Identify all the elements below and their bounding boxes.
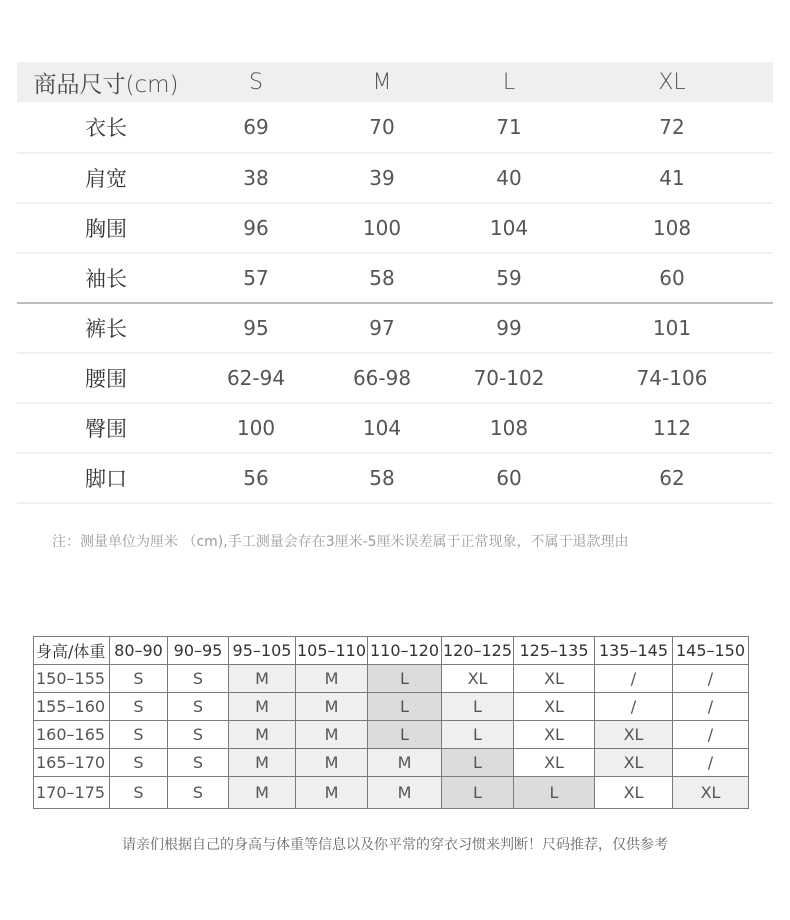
size-cell: XL — [673, 777, 749, 809]
header-cell-size: XL — [571, 62, 773, 102]
measurement-value: 74-106 — [571, 353, 773, 403]
size-cell: S — [168, 777, 229, 809]
size-cell: S — [110, 665, 168, 693]
measurement-value: 108 — [571, 203, 773, 253]
header-cell-weight: 145–150 — [673, 637, 749, 665]
measurement-label: 胸围 — [17, 203, 195, 253]
size-cell: L — [442, 693, 514, 721]
height-range-cell: 170–175 — [34, 777, 110, 809]
recommendation-row — [34, 693, 749, 721]
measurement-value: 40 — [447, 153, 571, 203]
size-cell: M — [229, 749, 296, 777]
size-cell: S — [110, 777, 168, 809]
measurement-value: 38 — [195, 153, 317, 203]
size-cell: S — [110, 721, 168, 749]
measurement-value: 66-98 — [317, 353, 447, 403]
size-cell: M — [229, 777, 296, 809]
measurement-row — [17, 353, 773, 403]
measurement-value: 95 — [195, 303, 317, 353]
measurement-row — [17, 102, 773, 153]
size-cell: M — [296, 777, 368, 809]
header-cell-size: M — [317, 62, 447, 102]
measurement-label: 脚口 — [17, 453, 195, 503]
measurement-label: 衣长 — [17, 102, 195, 153]
size-cell: M — [368, 777, 442, 809]
measurement-value: 60 — [571, 253, 773, 303]
header-cell-weight: 110–120 — [368, 637, 442, 665]
measurement-value: 60 — [447, 453, 571, 503]
measurement-value: 57 — [195, 253, 317, 303]
size-cell: XL — [442, 665, 514, 693]
measurement-row — [17, 153, 773, 203]
size-cell: M — [229, 693, 296, 721]
measurement-value: 104 — [447, 203, 571, 253]
measurement-value: 72 — [571, 102, 773, 153]
measurement-value: 58 — [317, 453, 447, 503]
height-range-cell: 150–155 — [34, 665, 110, 693]
measurement-value: 41 — [571, 153, 773, 203]
measurement-value: 112 — [571, 403, 773, 453]
measurement-value: 100 — [317, 203, 447, 253]
size-cell: XL — [514, 665, 595, 693]
height-range-cell: 160–165 — [34, 721, 110, 749]
size-cell: XL — [514, 721, 595, 749]
size-cell: XL — [514, 749, 595, 777]
measurement-value: 39 — [317, 153, 447, 203]
measurement-row — [17, 253, 773, 303]
size-cell: L — [368, 721, 442, 749]
measurement-value: 69 — [195, 102, 317, 153]
size-cell: M — [296, 693, 368, 721]
header-cell-weight: 120–125 — [442, 637, 514, 665]
size-cell: M — [296, 749, 368, 777]
measurement-value: 71 — [447, 102, 571, 153]
header-cell-weight: 95–105 — [229, 637, 296, 665]
size-cell: L — [368, 693, 442, 721]
measurement-value: 96 — [195, 203, 317, 253]
measurement-row — [17, 203, 773, 253]
size-cell: XL — [595, 749, 673, 777]
size-cell: L — [442, 749, 514, 777]
size-cell: S — [110, 693, 168, 721]
measurement-label: 肩宽 — [17, 153, 195, 203]
measurement-value: 58 — [317, 253, 447, 303]
height-range-cell: 155–160 — [34, 693, 110, 721]
recommendation-row — [34, 665, 749, 693]
measurement-label: 裤长 — [17, 303, 195, 353]
recommendation-row — [34, 777, 749, 809]
recommendation-row — [34, 749, 749, 777]
size-cell: / — [595, 693, 673, 721]
size-cell: M — [296, 721, 368, 749]
size-cell: L — [368, 665, 442, 693]
measurement-row — [17, 403, 773, 453]
size-cell: S — [168, 721, 229, 749]
size-cell: L — [442, 777, 514, 809]
size-cell: XL — [514, 693, 595, 721]
measurement-label: 袖长 — [17, 253, 195, 303]
header-cell-label: 商品尺寸(cm) — [17, 62, 195, 102]
measurement-value: 97 — [317, 303, 447, 353]
measurement-value: 99 — [447, 303, 571, 353]
measurement-label: 臀围 — [17, 403, 195, 453]
height-range-cell: 165–170 — [34, 749, 110, 777]
size-cell: XL — [595, 777, 673, 809]
size-cell: / — [673, 693, 749, 721]
measurement-value: 70-102 — [447, 353, 571, 403]
header-cell-weight: 90–95 — [168, 637, 229, 665]
measurement-row — [17, 303, 773, 353]
measurement-value: 62 — [571, 453, 773, 503]
recommendation-row — [34, 721, 749, 749]
header-cell-size: S — [195, 62, 317, 102]
measurement-value: 101 — [571, 303, 773, 353]
measurement-value: 62-94 — [195, 353, 317, 403]
size-cell: S — [168, 749, 229, 777]
size-measurement-table — [17, 62, 773, 504]
measurement-value: 56 — [195, 453, 317, 503]
measurement-label: 腰围 — [17, 353, 195, 403]
size-cell: M — [296, 665, 368, 693]
size-header-row — [17, 62, 773, 102]
size-cell: / — [673, 721, 749, 749]
header-cell-weight: 105–110 — [296, 637, 368, 665]
measurement-value: 59 — [447, 253, 571, 303]
size-cell: L — [514, 777, 595, 809]
measurement-note: 注：测量单位为厘米 （cm),手工测量会存在3厘米-5厘米误差属于正常现象，不属于退款理由 — [52, 534, 629, 550]
header-cell-weight: 135–145 — [595, 637, 673, 665]
measurement-value: 70 — [317, 102, 447, 153]
size-cell: S — [168, 693, 229, 721]
size-cell: S — [110, 749, 168, 777]
measurement-value: 104 — [317, 403, 447, 453]
size-recommendation-table — [33, 636, 749, 809]
size-cell: / — [673, 749, 749, 777]
size-advice-footer: 请亲们根据自己的身高与体重等信息以及你平常的穿衣习惯来判断！尺码推荐，仅供参考 — [122, 837, 668, 853]
size-cell: M — [229, 665, 296, 693]
measurement-value: 108 — [447, 403, 571, 453]
size-cell: M — [229, 721, 296, 749]
size-cell: / — [673, 665, 749, 693]
measurement-row — [17, 453, 773, 503]
header-cell-size: L — [447, 62, 571, 102]
recommendation-header-row — [34, 637, 749, 665]
size-cell: L — [442, 721, 514, 749]
size-cell: / — [595, 665, 673, 693]
header-cell-weight: 125–135 — [514, 637, 595, 665]
size-cell: XL — [595, 721, 673, 749]
header-cell-height-weight: 身高/体重 — [34, 637, 110, 665]
measurement-value: 100 — [195, 403, 317, 453]
size-cell: S — [168, 665, 229, 693]
size-cell: M — [368, 749, 442, 777]
header-cell-weight: 80–90 — [110, 637, 168, 665]
